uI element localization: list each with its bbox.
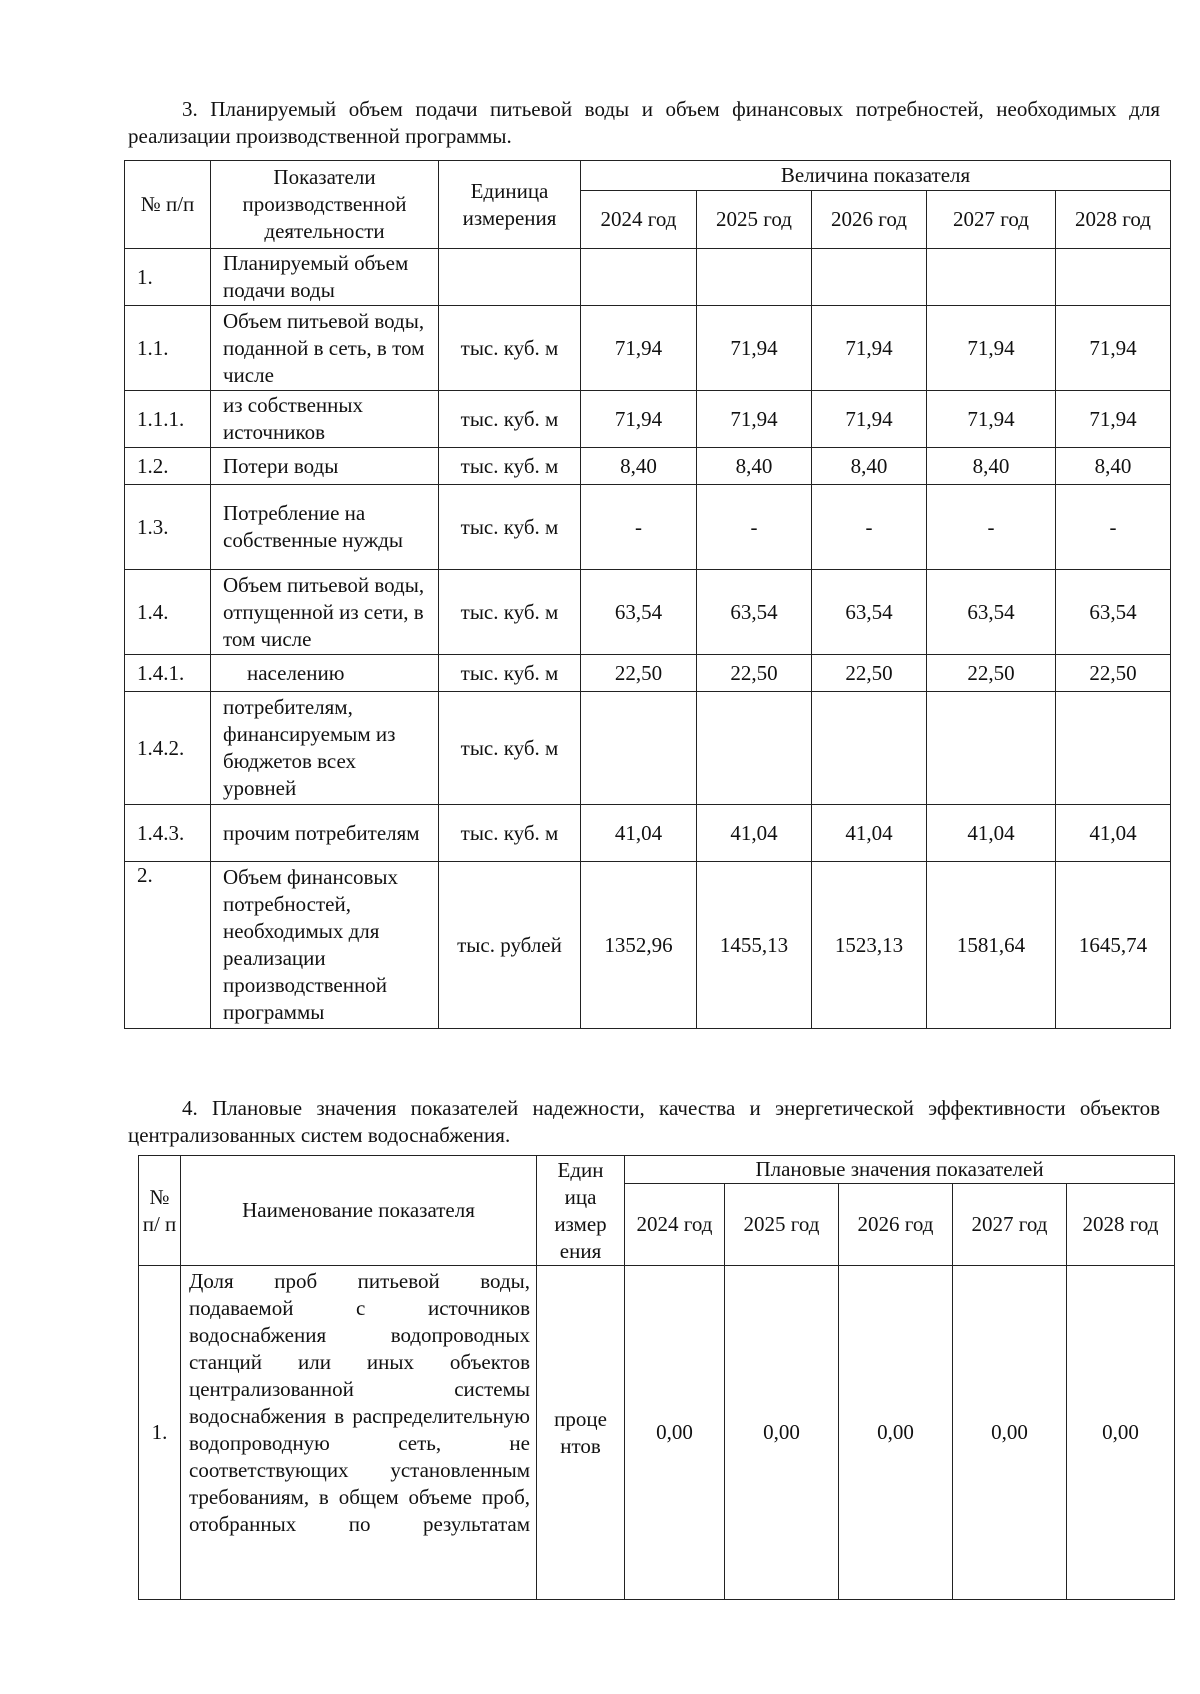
row-value: 63,54 bbox=[812, 570, 927, 655]
row-value: 0,00 bbox=[953, 1266, 1067, 1600]
row-value bbox=[697, 692, 812, 805]
row-value: 22,50 bbox=[927, 655, 1056, 692]
table-row bbox=[125, 448, 1171, 485]
header-year: 2024 год bbox=[625, 1184, 725, 1266]
row-value: - bbox=[581, 485, 697, 570]
row-value: 71,94 bbox=[812, 306, 927, 391]
table-row bbox=[125, 391, 1171, 448]
header-name: Наименование показателя bbox=[181, 1156, 537, 1266]
row-value bbox=[927, 692, 1056, 805]
row-num: 1. bbox=[139, 1266, 181, 1600]
row-value bbox=[812, 249, 927, 306]
header-year: 2026 год bbox=[839, 1184, 953, 1266]
row-value: 63,54 bbox=[1056, 570, 1171, 655]
row-num: 1.2. bbox=[125, 448, 211, 485]
production-indicators-table bbox=[124, 160, 1171, 1029]
row-value: 71,94 bbox=[812, 391, 927, 448]
header-year: 2025 год bbox=[697, 191, 812, 249]
row-value: 41,04 bbox=[581, 805, 697, 862]
header-year: 2027 год bbox=[927, 191, 1056, 249]
row-num: 1.3. bbox=[125, 485, 211, 570]
row-num: 1.4.2. bbox=[125, 692, 211, 805]
row-value: 71,94 bbox=[927, 391, 1056, 448]
row-unit bbox=[439, 249, 581, 306]
row-unit: тыс. куб. м bbox=[439, 448, 581, 485]
row-value: - bbox=[927, 485, 1056, 570]
table-row bbox=[125, 249, 1171, 306]
row-num: 1.4.1. bbox=[125, 655, 211, 692]
row-value: 22,50 bbox=[812, 655, 927, 692]
row-value: 71,94 bbox=[697, 391, 812, 448]
row-value bbox=[812, 692, 927, 805]
row-value bbox=[1056, 692, 1171, 805]
row-value: - bbox=[1056, 485, 1171, 570]
row-name: из собственных источников bbox=[211, 391, 439, 448]
header-year: 2026 год bbox=[812, 191, 927, 249]
row-unit: проце нтов bbox=[537, 1266, 625, 1600]
header-value-group: Величина показателя bbox=[581, 161, 1171, 191]
row-value: 71,94 bbox=[927, 306, 1056, 391]
row-value: - bbox=[697, 485, 812, 570]
row-value: 22,50 bbox=[1056, 655, 1171, 692]
row-value: 1645,74 bbox=[1056, 862, 1171, 1029]
row-value bbox=[581, 692, 697, 805]
header-num: № п/п bbox=[125, 161, 211, 249]
row-num: 1.1. bbox=[125, 306, 211, 391]
row-value: 8,40 bbox=[812, 448, 927, 485]
row-unit: тыс. куб. м bbox=[439, 805, 581, 862]
row-name: Доля проб питьевой воды, подаваемой с источников водоснабжения водопроводных станций или иных объектов централизованной системы водоснабжения в распределительную водопроводную сеть, не соответствующих установленным требованиям, в общем объеме проб, отобранных по результатам bbox=[181, 1266, 537, 1600]
table-row bbox=[125, 485, 1171, 570]
header-year: 2025 год bbox=[725, 1184, 839, 1266]
table-row bbox=[125, 805, 1171, 862]
row-name: Объем финансовых потребностей, необходимых для реализации производственной программы bbox=[211, 862, 439, 1029]
row-value: 1523,13 bbox=[812, 862, 927, 1029]
row-value: 41,04 bbox=[927, 805, 1056, 862]
row-num: 2. bbox=[125, 862, 211, 1029]
row-value: 0,00 bbox=[625, 1266, 725, 1600]
header-year: 2028 год bbox=[1067, 1184, 1175, 1266]
table-row bbox=[139, 1266, 1175, 1600]
row-value: 1581,64 bbox=[927, 862, 1056, 1029]
header-num: № п/ п bbox=[139, 1156, 181, 1266]
header-year: 2028 год bbox=[1056, 191, 1171, 249]
row-value bbox=[1056, 249, 1171, 306]
reliability-indicators-table bbox=[138, 1155, 1175, 1600]
section-4-title: 4. Плановые значения показателей надежности, качества и энергетической эффективности объектов централизованных систем водоснабжения. bbox=[128, 1096, 1160, 1147]
row-value: 41,04 bbox=[812, 805, 927, 862]
row-name: Потребление на собственные нужды bbox=[211, 485, 439, 570]
row-name: Потери воды bbox=[211, 448, 439, 485]
row-name: прочим потребителям bbox=[211, 805, 439, 862]
row-name: Объем питьевой воды, отпущенной из сети, в том числе bbox=[211, 570, 439, 655]
row-value: 63,54 bbox=[927, 570, 1056, 655]
row-value: 41,04 bbox=[1056, 805, 1171, 862]
row-name: Планируемый объем подачи воды bbox=[211, 249, 439, 306]
row-value: - bbox=[812, 485, 927, 570]
row-value: 63,54 bbox=[697, 570, 812, 655]
row-num: 1. bbox=[125, 249, 211, 306]
row-value: 0,00 bbox=[725, 1266, 839, 1600]
header-unit: Един ица измер ения bbox=[537, 1156, 625, 1266]
header-unit: Единица измерения bbox=[439, 161, 581, 249]
row-unit: тыс. куб. м bbox=[439, 570, 581, 655]
table-row bbox=[125, 655, 1171, 692]
row-name: потребителям, финансируемым из бюджетов всех уровней bbox=[211, 692, 439, 805]
row-value: 22,50 bbox=[581, 655, 697, 692]
row-value: 63,54 bbox=[581, 570, 697, 655]
header-value-group: Плановые значения показателей bbox=[625, 1156, 1175, 1184]
row-value: 71,94 bbox=[581, 391, 697, 448]
row-value: 8,40 bbox=[697, 448, 812, 485]
row-value: 0,00 bbox=[839, 1266, 953, 1600]
header-year: 2024 год bbox=[581, 191, 697, 249]
row-value: 71,94 bbox=[581, 306, 697, 391]
row-name: населению bbox=[211, 655, 439, 692]
row-value: 0,00 bbox=[1067, 1266, 1175, 1600]
row-num: 1.1.1. bbox=[125, 391, 211, 448]
row-unit: тыс. куб. м bbox=[439, 655, 581, 692]
row-value: 8,40 bbox=[581, 448, 697, 485]
row-value: 41,04 bbox=[697, 805, 812, 862]
row-value bbox=[581, 249, 697, 306]
table-row bbox=[125, 862, 1171, 1029]
header-year: 2027 год bbox=[953, 1184, 1067, 1266]
row-unit: тыс. куб. м bbox=[439, 692, 581, 805]
row-name: Объем питьевой воды, поданной в сеть, в том числе bbox=[211, 306, 439, 391]
row-value: 71,94 bbox=[1056, 391, 1171, 448]
row-value: 1455,13 bbox=[697, 862, 812, 1029]
row-value: 71,94 bbox=[1056, 306, 1171, 391]
row-value bbox=[697, 249, 812, 306]
row-num: 1.4. bbox=[125, 570, 211, 655]
table-row bbox=[125, 570, 1171, 655]
header-indicator: Показатели производственной деятельности bbox=[211, 161, 439, 249]
row-num: 1.4.3. bbox=[125, 805, 211, 862]
row-value: 1352,96 bbox=[581, 862, 697, 1029]
row-value: 8,40 bbox=[1056, 448, 1171, 485]
section-3-title: 3. Планируемый объем подачи питьевой воды и объем финансовых потребностей, необходимых для реализации производственной программы. bbox=[128, 97, 1160, 148]
row-unit: тыс. куб. м bbox=[439, 391, 581, 448]
row-unit: тыс. рублей bbox=[439, 862, 581, 1029]
row-unit: тыс. куб. м bbox=[439, 306, 581, 391]
table-row bbox=[125, 692, 1171, 805]
row-value: 22,50 bbox=[697, 655, 812, 692]
row-unit: тыс. куб. м bbox=[439, 485, 581, 570]
row-value: 71,94 bbox=[697, 306, 812, 391]
row-value: 8,40 bbox=[927, 448, 1056, 485]
row-value bbox=[927, 249, 1056, 306]
table-row bbox=[125, 306, 1171, 391]
